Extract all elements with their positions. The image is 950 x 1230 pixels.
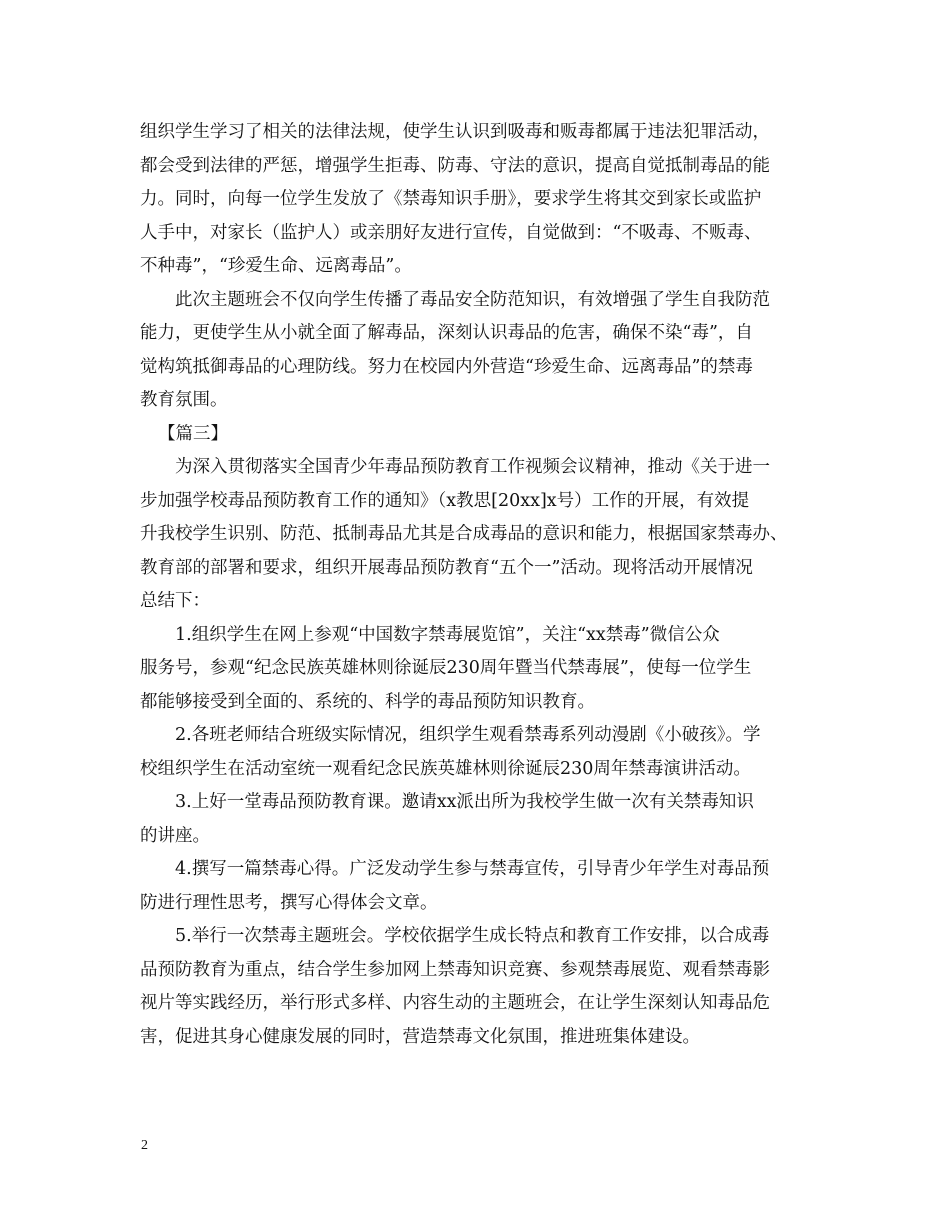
text-line: 的讲座。 <box>140 825 210 846</box>
list-item <box>140 786 820 853</box>
list-item <box>140 920 820 1054</box>
paragraph <box>140 284 820 418</box>
text-line: 都能够接受到全面的、系统的、科学的毒品预防知识教育。 <box>140 691 595 712</box>
text-line: 4.撰写一篇禁毒心得。广泛发动学生参与禁毒宣传，引导青少年学生对毒品预 <box>175 859 770 879</box>
text-line: 能力，更使学生从小就全面了解毒品，深刻认识毒品的危害，确保不染“毒”，自 <box>140 323 753 343</box>
text-line: 不种毒”，“珍爱生命、远离毒品”。 <box>140 256 412 276</box>
text-line: 视片等实践经历，举行形式多样、内容生动的主题班会，在让学生深刻认知毒品危 <box>140 993 770 1013</box>
list-item <box>140 853 820 920</box>
section-heading: 【篇三】 <box>158 423 228 444</box>
text-line: 步加强学校毒品预防教育工作的通知》（x教思[20xx]x号）工作的开展，有效提 <box>140 490 750 511</box>
text-line: 防进行理性思考，撰写心得体会文章。 <box>140 892 438 913</box>
page-number: 2 <box>141 1138 148 1153</box>
text-line: 觉构筑抵御毒品的心理防线。努力在校园内外营造“珍爱生命、远离毒品”的禁毒 <box>140 356 753 377</box>
text-line: 品预防教育为重点，结合学生参加网上禁毒知识竞赛、参观禁毒展览、观看禁毒影 <box>140 959 770 980</box>
text-line: 害，促进其身心健康发展的同时，营造禁毒文化氛围，推进班集体建设。 <box>140 1026 700 1047</box>
text-line: 2.各班老师结合班级实际情况，组织学生观看禁毒系列动漫剧《小破孩》。学 <box>175 725 761 745</box>
paragraph <box>140 116 820 284</box>
text-line: 为深入贯彻落实全国青少年毒品预防教育工作视频会议精神，推动《关于进一 <box>175 457 770 477</box>
text-line: 1.组织学生在网上参观“中国数字禁毒展览馆”，关注“xx禁毒”微信公众 <box>175 624 720 645</box>
text-line: 此次主题班会不仅向学生传播了毒品安全防范知识，有效增强了学生自我防范 <box>175 289 770 310</box>
text-line: 都会受到法律的严惩，增强学生拒毒、防毒、守法的意识，提高自觉抵制毒品的能 <box>140 155 770 176</box>
text-line: 3.上好一堂毒品预防教育课。邀请xx派出所为我校学生做一次有关禁毒知识 <box>175 792 754 812</box>
text-line: 教育部的部署和要求，组织开展毒品预防教育“五个一”活动。现将活动开展情况 <box>140 557 753 578</box>
text-line: 校组织学生在活动室统一观看纪念民族英雄林则徐诞辰230周年禁毒演讲活动。 <box>140 758 751 779</box>
text-line: 人手中，对家长（监护人）或亲朋好友进行宣传，自觉做到：“不吸毒、不贩毒、 <box>140 222 762 243</box>
list-item <box>140 619 820 720</box>
text-line: 服务号，参观“纪念民族英雄林则徐诞辰230周年暨当代禁毒展”，使每一位学生 <box>140 658 752 678</box>
text-line: 5.举行一次禁毒主题班会。学校依据学生成长特点和教育工作安排，以合成毒 <box>175 926 770 946</box>
text-line: 力。同时，向每一位学生发放了《禁毒知识手册》，要求学生将其交到家长或监护 <box>140 189 762 209</box>
text-line: 组织学生学习了相关的法律法规，使学生认识到吸毒和贩毒都属于违法犯罪活动， <box>140 122 770 142</box>
document-body <box>140 116 820 1054</box>
paragraph <box>140 451 820 619</box>
text-line: 教育氛围。 <box>140 390 228 410</box>
list-item <box>140 719 820 786</box>
text-line: 总结下： <box>140 591 210 611</box>
text-line: 升我校学生识别、防范、抵制毒品尤其是合成毒品的意识和能力，根据国家禁毒办、 <box>140 524 788 544</box>
